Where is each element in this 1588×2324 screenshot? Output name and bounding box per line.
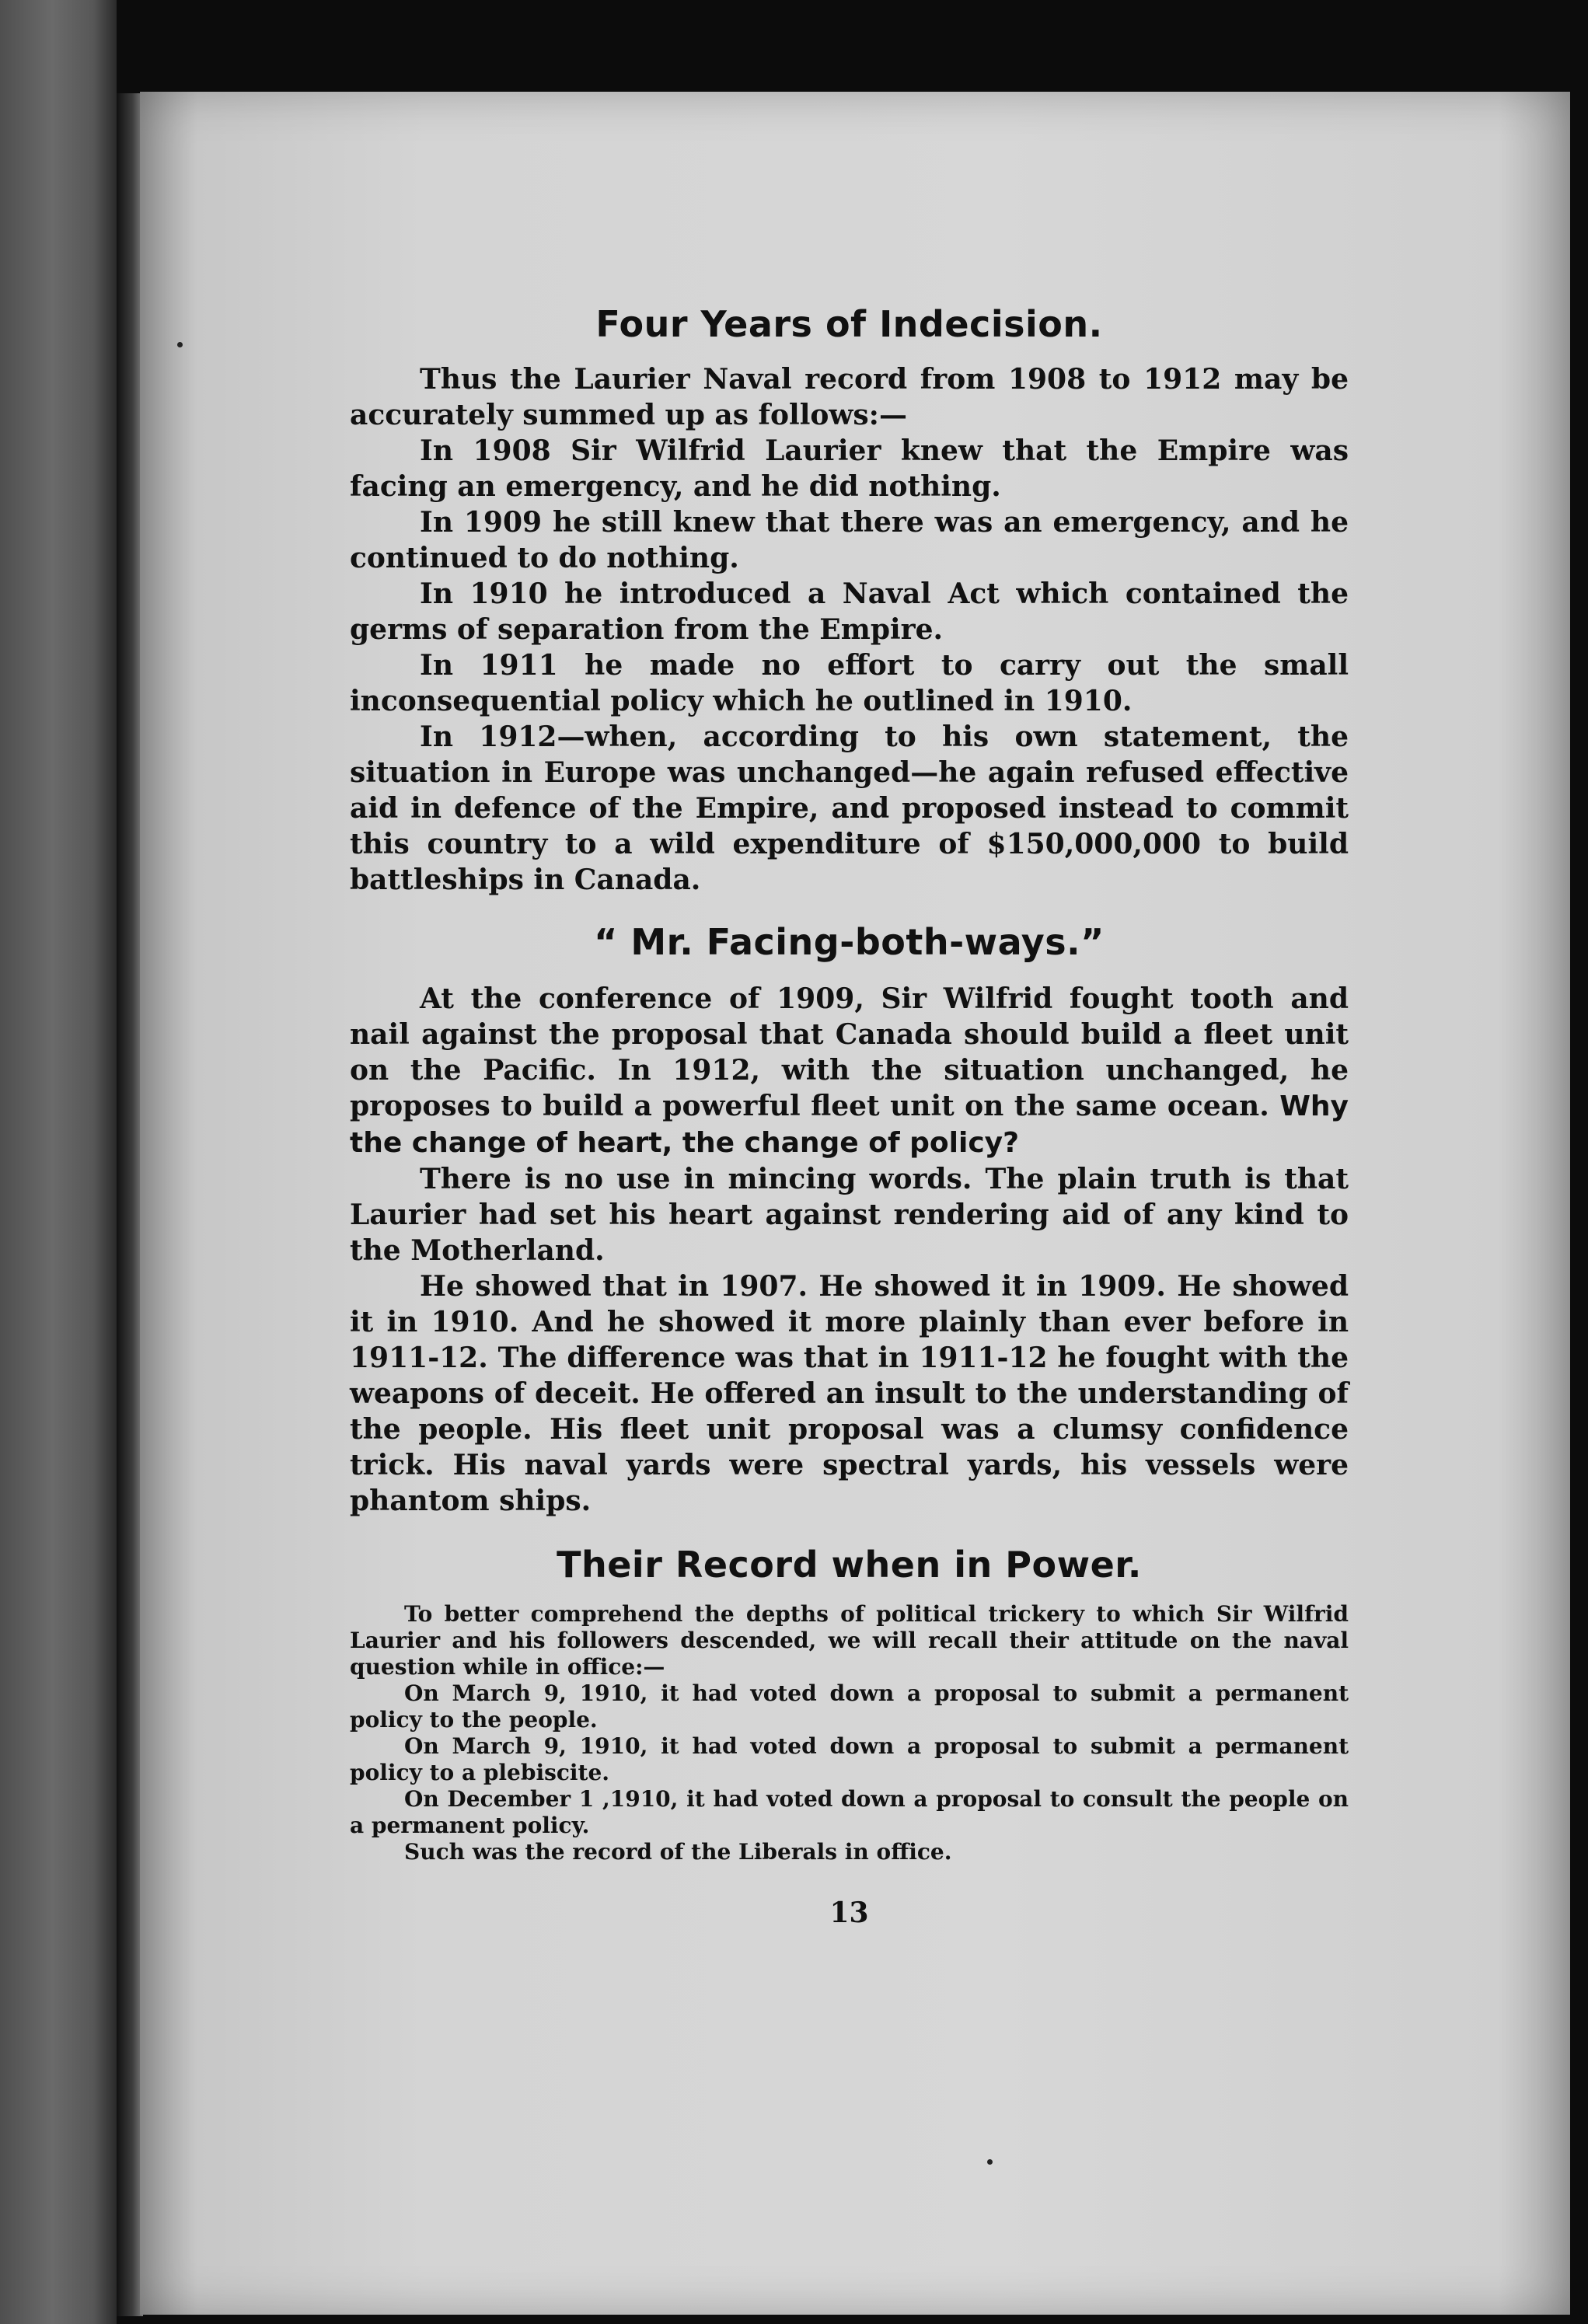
- paragraph: In 1912—when, according to his own statement, the situation in Europe was unchanged—he again refused effective aid in defence of the Empire, and proposed instead to commit this country to a wild expenditure of $150,000,000 to build battleships in Canada.: [350, 721, 1349, 897]
- paragraph: On March 9, 1910, it had voted down a proposal to submit a permanent policy to the people.: [350, 1680, 1349, 1733]
- paragraph: Thus the Laurier Naval record from 1908 to 1912 may be accurately summed up as follows:—: [350, 363, 1349, 432]
- paragraph: Such was the record of the Liberals in office.: [404, 1838, 952, 1865]
- section-heading-record-in-power: Their Record when in Power.: [557, 1544, 1142, 1586]
- paragraph: There is no use in mincing words. The plain truth is that Laurier had set his heart against rendering aid of any kind to the Motherland.: [350, 1163, 1349, 1268]
- paragraph: In 1910 he introduced a Naval Act which contained the germs of separation from the Empire.: [350, 578, 1349, 647]
- section-heading-facing-both-ways: “ Mr. Facing-both-ways.”: [594, 921, 1105, 964]
- book-binding-shadow: [117, 93, 143, 2316]
- speck: [987, 2159, 993, 2165]
- paragraph: [350, 981, 1349, 1161]
- page-number: 13: [829, 1896, 869, 1929]
- speck: [177, 342, 183, 347]
- paragraph: In 1911 he made no effort to carry out the small inconsequential policy which he outlined in 1910.: [350, 649, 1349, 718]
- paragraph: In 1908 Sir Wilfrid Laurier knew that the Empire was facing an emergency, and he did nothing.: [350, 434, 1349, 504]
- section-heading-four-years: Four Years of Indecision.: [595, 303, 1103, 345]
- paragraph: On March 9, 1910, it had voted down a proposal to submit a permanent policy to a plebiscite.: [350, 1733, 1349, 1785]
- paragraph: To better comprehend the depths of political trickery to which Sir Wilfrid Laurier and his followers descended, we will recall their attitude on the naval question while in office:—: [350, 1600, 1349, 1680]
- emphasized-question: Why the change of heart, the change of policy?: [350, 1090, 1349, 1160]
- page-text-column: [350, 303, 1349, 1929]
- paragraph: On December 1 ,1910, it had voted down a proposal to consult the people on a permanent policy.: [350, 1785, 1349, 1838]
- paragraph-text: At the conference of 1909, Sir Wilfrid fought tooth and nail against the proposal that Canada should build a fleet unit on the Pacific. In 1912, with the situation unchanged, he proposes to build a powerful fleet unit on the same ocean.: [350, 982, 1349, 1123]
- paragraph: In 1909 he still knew that there was an emergency, and he continued to do nothing.: [350, 506, 1349, 575]
- paragraph: He showed that in 1907. He showed it in 1909. He showed it in 1910. And he showed it more plainly than ever before in 1911-12. The difference was that in 1911-12 he fought with the weapons of deceit. He offered an insult to the understanding of the people. His fleet unit proposal was a clumsy confidence trick. His naval yards were spectral yards, his vessels were phantom ships.: [350, 1270, 1349, 1518]
- facing-page-edge: [0, 0, 117, 2324]
